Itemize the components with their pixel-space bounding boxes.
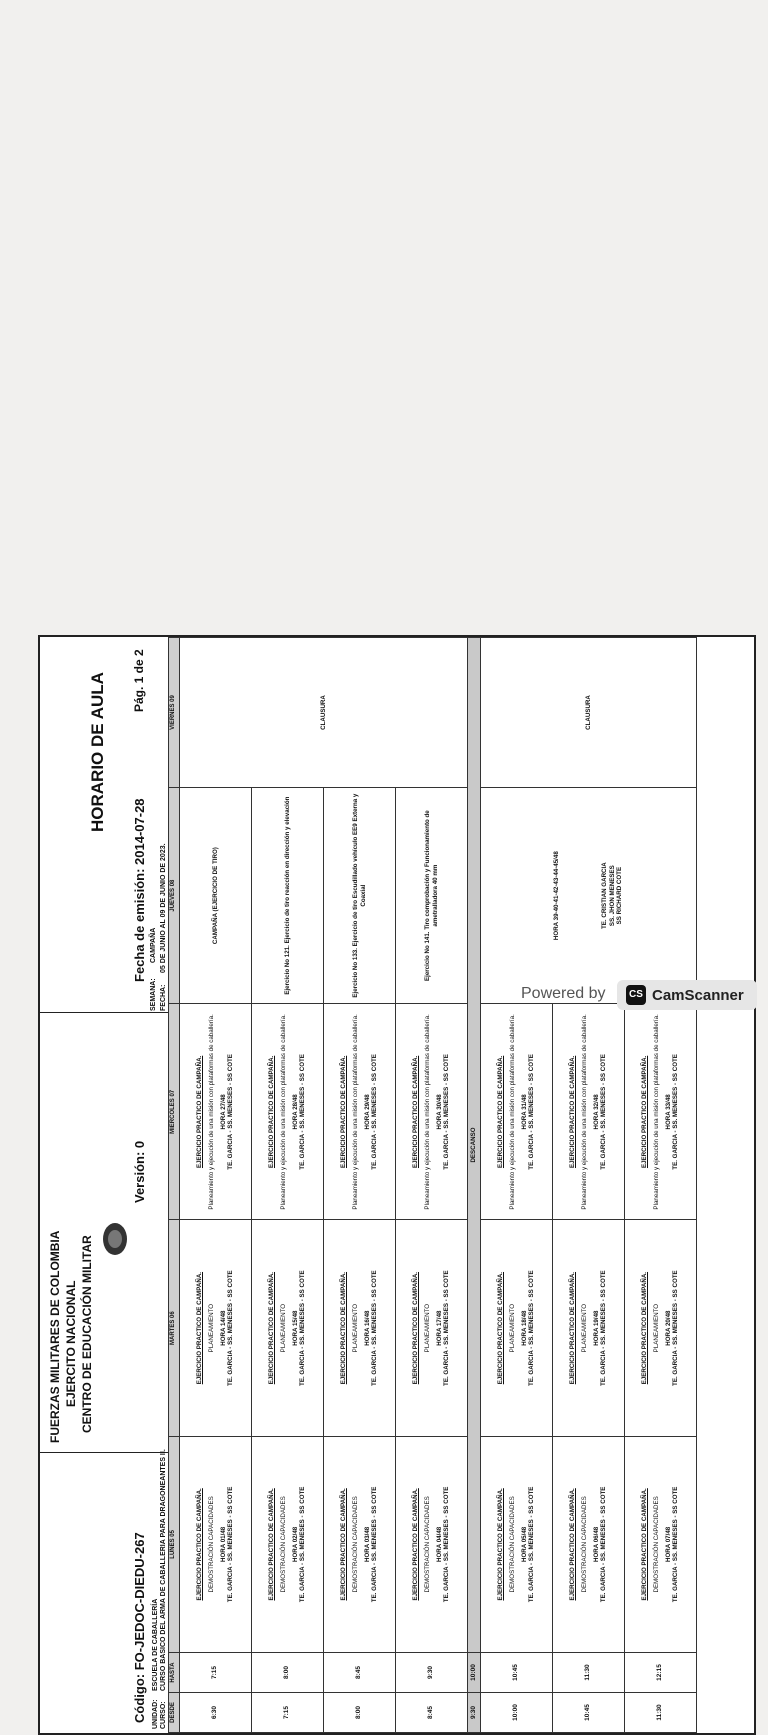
cell-title: EJERCICIO PRACTICO DE CAMPAÑA. (268, 1271, 275, 1385)
schedule-table (168, 637, 697, 1733)
time-cell: 8:45 (396, 1693, 468, 1733)
cell-foot: TE. GARCIA - SS. MENESES - SS COTE (227, 1270, 235, 1386)
cell-hour: HORA 04/48 (435, 1526, 443, 1562)
time-cell: 9:30 (468, 1693, 481, 1733)
unidad-value: ESCUELA DE CABALLERÍA (152, 1598, 159, 1691)
schedule-body (180, 638, 697, 1733)
time-cell: 9:30 (396, 1653, 468, 1693)
cell-hour: HORA 07/48 (664, 1526, 672, 1562)
schedule-cell (481, 1220, 553, 1436)
cell-hour: HORA 27/48 (219, 1094, 227, 1130)
time-cell: 8:45 (324, 1653, 396, 1693)
cell-body: PLANEAMIENTO (508, 1303, 516, 1353)
table-row (324, 638, 396, 1733)
cell-body: PLANEAMIENTO (652, 1303, 660, 1353)
cell-foot: TE. GARCIA - SS. MENESES - SS COTE (371, 1054, 379, 1170)
jueves-cell: Ejercicio No 133. Ejercicio de tiro Escudillado vehículo EE9 Externa y Coaxial (324, 788, 396, 1004)
time-cell: 12:15 (625, 1653, 697, 1693)
break-label: DESCANSO (468, 638, 481, 1653)
col-martes: MARTES 06 (169, 1220, 180, 1436)
curso-label: CURSO: (160, 1701, 167, 1729)
cell-hour: HORA 01/48 (219, 1526, 227, 1562)
time-cell: 8:00 (252, 1653, 324, 1693)
semana-value: CAMPAÑA (150, 927, 157, 963)
fecha-emision: Fecha de emisión: 2014-07-28 (132, 798, 147, 982)
cell-hour: HORA 20/48 (664, 1310, 672, 1346)
schedule-cell (625, 1220, 697, 1436)
schedule-cell (625, 1436, 697, 1652)
cell-hour: HORA 29/48 (363, 1094, 371, 1130)
jueves-cell: CAMPAÑA (EJERCICIO DE TIRO) (180, 788, 252, 1004)
col-miercoles: MIERCOLES 07 (169, 1004, 180, 1220)
instructor-name: TE. CRISTIAN GARCIA (600, 862, 608, 929)
schedule-cell (252, 1004, 324, 1220)
cell-title: EJERCICIO PRACTICO DE CAMPAÑA. (569, 1488, 576, 1601)
cell-hour: HORA 05/48 (520, 1526, 528, 1562)
time-cell: 10:45 (553, 1693, 625, 1733)
cell-title: EJERCICIO PRACTICO DE CAMPAÑA. (497, 1271, 504, 1385)
cell-foot: TE. GARCIA - SS. MENESES - SS COTE (299, 1054, 307, 1170)
instructor-name: SS RICHARD COTE (616, 866, 624, 925)
cell-body: PLANEAMIENTO (207, 1303, 215, 1353)
cell-title: EJERCICIO PRACTICO DE CAMPAÑA. (412, 1488, 419, 1601)
col-desde: DESDE (169, 1693, 180, 1733)
cell-body: PLANEAMIENTO (351, 1303, 359, 1353)
break-row (468, 638, 481, 1733)
cell-title: EJERCICIO PRACTICO DE CAMPAÑA. (340, 1055, 347, 1169)
cell-hour: HORA 16/48 (363, 1310, 371, 1346)
time-cell: 6:30 (180, 1693, 252, 1733)
cell-title: EJERCICIO PRACTICO DE CAMPAÑA. (196, 1271, 203, 1385)
table-row (180, 638, 252, 1733)
cell-hour: HORA 30/48 (435, 1094, 443, 1130)
schedule-cell (553, 1220, 625, 1436)
cell-body: PLANEAMIENTO (279, 1303, 287, 1353)
curso-value: CURSO BASICO DEL ARMA DE CABALLERIA PARA DRAGONEANTES II. (160, 1449, 167, 1691)
cell-foot: TE. GARCIA - SS. MENESES - SS COTE (371, 1486, 379, 1603)
col-lunes: LUNES 05 (169, 1436, 180, 1652)
col-viernes: VIERNES 09 (169, 638, 180, 788)
cell-title: EJERCICIO PRACTICO DE CAMPAÑA. (412, 1055, 419, 1169)
time-cell: 8:00 (324, 1693, 396, 1733)
time-cell: 11:30 (625, 1693, 697, 1733)
time-cell: 10:00 (481, 1693, 553, 1733)
camscanner-icon: CS (626, 985, 646, 1005)
course-info (148, 637, 168, 1733)
version: Versión: 0 (132, 1140, 147, 1203)
cell-foot: TE. GARCIA - SS. MENESES - SS COTE (672, 1486, 680, 1603)
cell-title: EJERCICIO PRACTICO DE CAMPAÑA. (497, 1055, 504, 1169)
schedule-cell (180, 1004, 252, 1220)
cell-body: Planeamiento y ejecución de una misión con plataformas de caballería. (652, 1014, 660, 1210)
cell-hour: HORA 18/48 (520, 1310, 528, 1346)
cell-hour: HORA 06/48 (592, 1526, 600, 1562)
schedule-cell (324, 1220, 396, 1436)
cell-body: Planeamiento y ejecución de una misión con plataformas de caballería. (580, 1014, 588, 1210)
cell-title: EJERCICIO PRACTICO DE CAMPAÑA. (340, 1488, 347, 1601)
table-row (396, 638, 468, 1733)
jueves-afternoon-cell (481, 788, 697, 1004)
cell-foot: TE. GARCIA - SS. MENESES - SS COTE (371, 1270, 379, 1386)
cell-body: PLANEAMIENTO (580, 1303, 588, 1353)
col-hasta: HASTA (169, 1653, 180, 1693)
cell-foot: TE. GARCIA - SS. MENESES - SS COTE (227, 1486, 235, 1603)
cell-title: EJERCICIO PRACTICO DE CAMPAÑA. (569, 1271, 576, 1385)
cell-title: EJERCICIO PRACTICO DE CAMPAÑA. (340, 1271, 347, 1385)
org-2: EJERCITO NACIONAL (64, 1280, 78, 1407)
time-cell: 11:30 (553, 1653, 625, 1693)
cell-foot: TE. GARCIA - SS. MENESES - SS COTE (528, 1270, 536, 1386)
cell-foot: TE. GARCIA - SS. MENESES - SS COTE (600, 1054, 608, 1170)
powered-by-text: Powered by (521, 985, 606, 1002)
cell-body: DEMOSTRACIÓN CAPACIDADES (423, 1496, 431, 1593)
cell-body: Planeamiento y ejecución de una misión con plataformas de caballería. (279, 1014, 287, 1210)
cell-title: EJERCICIO PRACTICO DE CAMPAÑA. (268, 1488, 275, 1601)
viernes-cell: CLAUSURA (180, 638, 468, 788)
cell-title: EJERCICIO PRACTICO DE CAMPAÑA. (196, 1055, 203, 1169)
cell-hour: HORA 33/48 (664, 1094, 672, 1130)
cell-hour: HORA 15/48 (291, 1310, 299, 1346)
cell-foot: TE. GARCIA - SS. MENESES - SS COTE (443, 1486, 451, 1603)
schedule-cell (553, 1004, 625, 1220)
cell-body: Planeamiento y ejecución de una misión con plataformas de caballería. (423, 1014, 431, 1210)
schedule-cell (396, 1220, 468, 1436)
cell-foot: TE. GARCIA - SS. MENESES - SS COTE (528, 1486, 536, 1603)
cell-title: EJERCICIO PRACTICO DE CAMPAÑA. (641, 1488, 648, 1601)
cell-body: Planeamiento y ejecución de una misión con plataformas de caballería. (508, 1014, 516, 1210)
cell-title: EJERCICIO PRACTICO DE CAMPAÑA. (497, 1488, 504, 1601)
cell-body: Planeamiento y ejecución de una misión con plataformas de caballería. (207, 1014, 215, 1210)
schedule-cell (553, 1436, 625, 1652)
cell-body: DEMOSTRACIÓN CAPACIDADES (508, 1496, 516, 1593)
schedule-sheet (38, 635, 756, 1735)
schedule-cell (180, 1220, 252, 1436)
org-1: FUERZAS MILITARES DE COLOMBIA (48, 1230, 62, 1443)
time-cell: 7:15 (180, 1653, 252, 1693)
schedule-cell (324, 1436, 396, 1652)
cell-foot: TE. GARCIA - SS. MENESES - SS COTE (672, 1054, 680, 1170)
instructor-name: SS. JHON MENESES (608, 865, 616, 927)
table-row (252, 638, 324, 1733)
cell-hour: HORA 03/48 (363, 1526, 371, 1562)
cell-foot: TE. GARCIA - SS. MENESES - SS COTE (299, 1270, 307, 1386)
cell-foot: TE. GARCIA - SS. MENESES - SS COTE (672, 1270, 680, 1386)
col-jueves: JUEVES 08 (169, 788, 180, 1004)
schedule-cell (481, 1436, 553, 1652)
cell-hour: HORA 32/48 (592, 1094, 600, 1130)
cell-body: DEMOSTRACIÓN CAPACIDADES (279, 1496, 287, 1593)
coat-of-arms-icon (100, 1221, 130, 1257)
cell-body: DEMOSTRACIÓN CAPACIDADES (207, 1496, 215, 1593)
unidad-label: UNIDAD: (152, 1699, 159, 1729)
camscanner-brand: CamScanner (652, 987, 744, 1004)
jueves-cell: Ejercicio No 141. Tiro comprobación y Funcionamiento de ametralladora 40 mm (396, 788, 468, 1004)
cell-hour: HORA 14/48 (219, 1310, 227, 1346)
cell-body: PLANEAMIENTO (423, 1303, 431, 1353)
cell-title: EJERCICIO PRACTICO DE CAMPAÑA. (196, 1488, 203, 1601)
cell-body: DEMOSTRACIÓN CAPACIDADES (351, 1496, 359, 1593)
cell-foot: TE. GARCIA - SS. MENESES - SS COTE (443, 1270, 451, 1386)
cell-foot: TE. GARCIA - SS. MENESES - SS COTE (299, 1486, 307, 1603)
cell-title: EJERCICIO PRACTICO DE CAMPAÑA. (569, 1055, 576, 1169)
cell-foot: TE. GARCIA - SS. MENESES - SS COTE (443, 1054, 451, 1170)
semana-label: SEMANA: (150, 978, 157, 1011)
schedule-cell (252, 1436, 324, 1652)
table-row (481, 638, 553, 1733)
time-cell: 10:00 (468, 1653, 481, 1693)
time-cell: 10:45 (481, 1653, 553, 1693)
cell-hour: HORA 31/48 (520, 1094, 528, 1130)
schedule-cell (180, 1436, 252, 1652)
cell-title: EJERCICIO PRACTICO DE CAMPAÑA. (268, 1055, 275, 1169)
cell-hour: HORA 17/48 (435, 1310, 443, 1346)
cell-body: DEMOSTRACIÓN CAPACIDADES (580, 1496, 588, 1593)
cell-foot: TE. GARCIA - SS. MENESES - SS COTE (600, 1486, 608, 1603)
schedule-cell (324, 1004, 396, 1220)
cell-body: Planeamiento y ejecución de una misión con plataformas de caballería. (351, 1014, 359, 1210)
cell-foot: TE. GARCIA - SS. MENESES - SS COTE (528, 1054, 536, 1170)
cell-title: EJERCICIO PRACTICO DE CAMPAÑA. (641, 1055, 648, 1169)
jueves-cell: Ejercicio No 121. Ejercicio de tiro reacción en dirección y elevación (252, 788, 324, 1004)
org-3: CENTRO DE EDUCACIÓN MILITAR (80, 1235, 94, 1433)
page-title: HORARIO DE AULA (88, 672, 107, 832)
schedule-cell (396, 1004, 468, 1220)
codigo: Código: FO-JEDOC-DIEDU-267 (132, 1532, 147, 1723)
cell-foot: TE. GARCIA - SS. MENESES - SS COTE (227, 1054, 235, 1170)
cell-hour: HORA 02/48 (291, 1526, 299, 1562)
schedule-cell (252, 1220, 324, 1436)
cell-hour: HORA 28/48 (291, 1094, 299, 1130)
cell-foot: TE. GARCIA - SS. MENESES - SS COTE (600, 1270, 608, 1386)
schedule-grid (168, 637, 697, 1733)
header-row (169, 638, 180, 1733)
cell-hour: HORA 19/48 (592, 1310, 600, 1346)
fecha-label: FECHA: (160, 984, 167, 1011)
cell-title: EJERCICIO PRACTICO DE CAMPAÑA. (641, 1271, 648, 1385)
viernes-afternoon-cell: CLAUSURA (481, 638, 697, 788)
time-cell: 7:15 (252, 1693, 324, 1733)
cell-body: DEMOSTRACIÓN CAPACIDADES (652, 1496, 660, 1593)
fecha-value: 05 DE JUNIO AL 09 DE JUNIO DE 2023. (160, 843, 167, 973)
schedule-cell (481, 1004, 553, 1220)
page-number: Pág. 1 de 2 (132, 649, 146, 712)
jueves-hours: HORA 39-40-41-42-43-44-45/48 (553, 851, 560, 941)
schedule-cell (396, 1436, 468, 1652)
cell-title: EJERCICIO PRACTICO DE CAMPAÑA. (412, 1271, 419, 1385)
schedule-cell (625, 1004, 697, 1220)
